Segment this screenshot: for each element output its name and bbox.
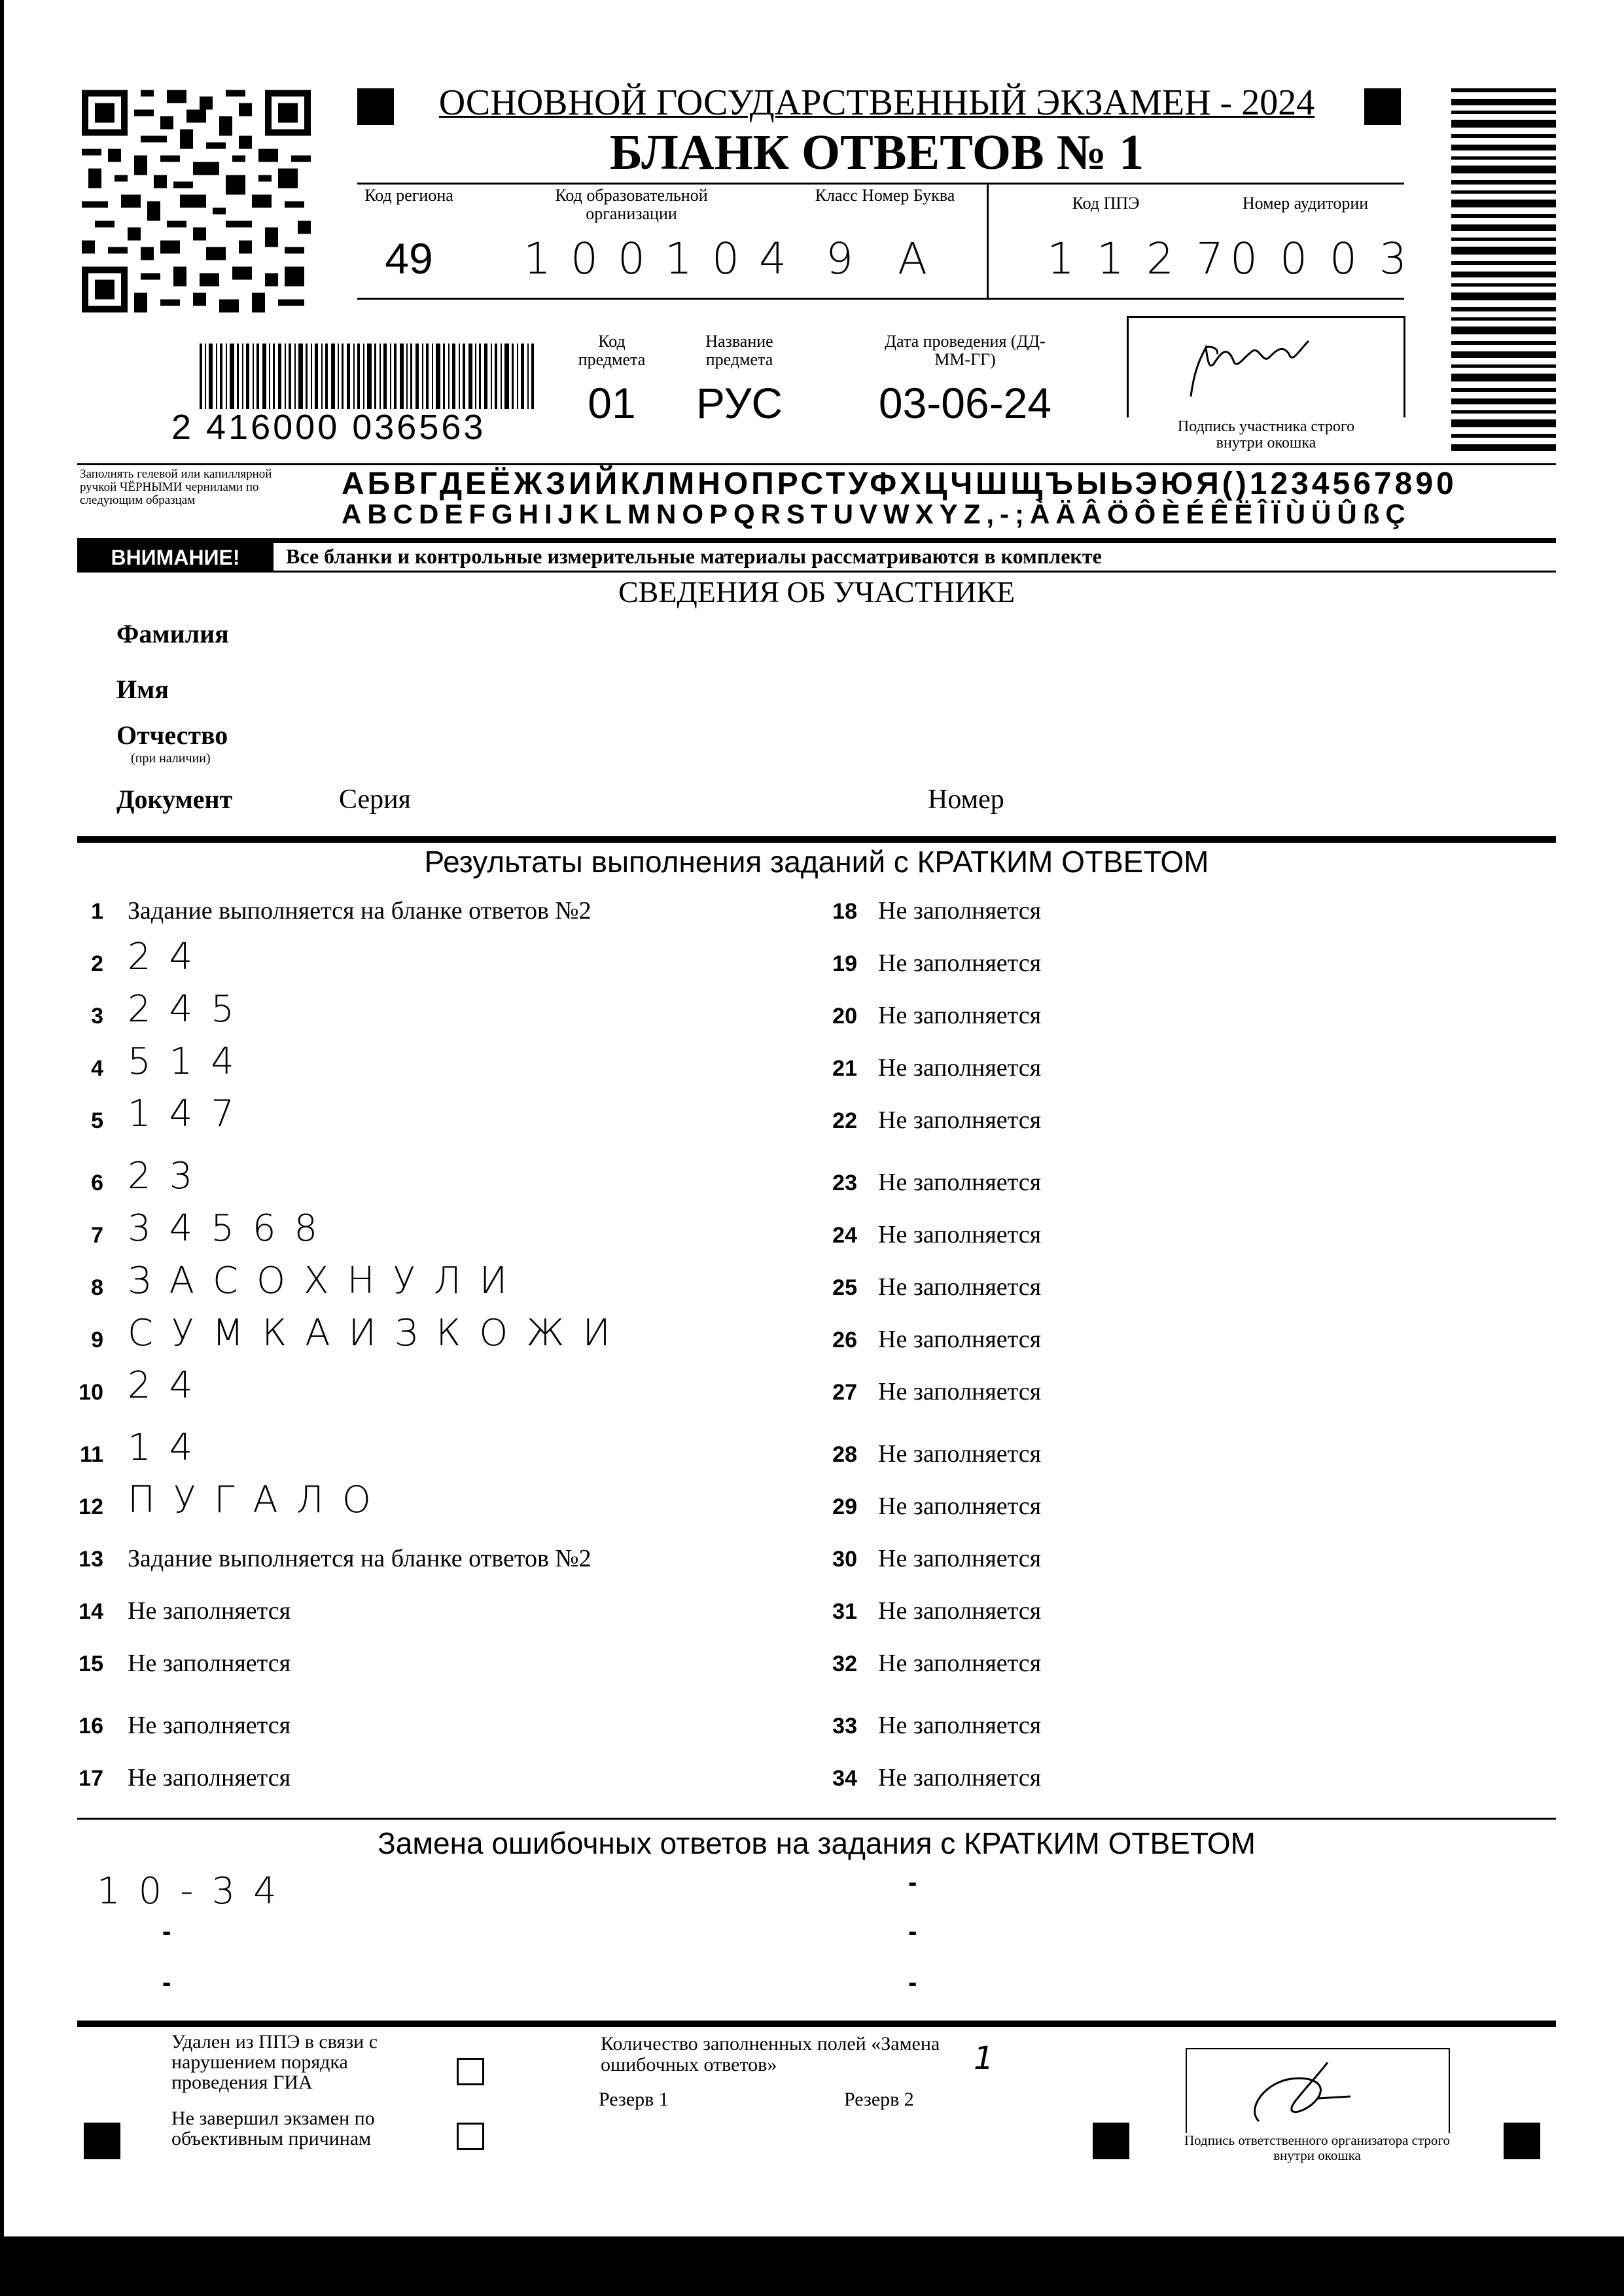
removed-from-ppe-text: Удален из ППЭ в связи с нарушением порядка проведения ГИА [171, 2031, 378, 2093]
class-letter: А [898, 234, 950, 284]
participant-section-title: СВЕДЕНИЯ ОБ УЧАСТНИКЕ [618, 575, 1015, 609]
result-number: 7 [91, 1223, 103, 1248]
room-number-value: 0003 [1230, 234, 1429, 284]
result-number: 5 [91, 1108, 103, 1133]
patronymic-label: Отчество [116, 720, 228, 750]
result-number: 11 [80, 1442, 103, 1467]
subject-code-label: Код предмета [578, 332, 646, 369]
result-note: Не заполняется [878, 1273, 1042, 1301]
result-note: Не заполняется [878, 1106, 1042, 1134]
not-finished-checkbox[interactable] [457, 2123, 484, 2150]
result-note: Не заполняется [128, 1764, 291, 1792]
result-note: Задание выполняется на бланке ответов №2 [128, 1545, 591, 1572]
result-number: 24 [832, 1223, 857, 1248]
org-code-label: Код образовательной организации [555, 186, 708, 223]
region-code-value: 49 [385, 234, 433, 283]
result-answer[interactable]: 34568 [128, 1207, 336, 1250]
series-label: Серия [339, 785, 411, 815]
result-number: 22 [832, 1108, 857, 1133]
result-answer[interactable]: СУМКАИЗКОЖИ [128, 1312, 629, 1354]
form-title: БЛАНК ОТВЕТОВ № 1 [609, 125, 1144, 180]
corner-marker-bottom-left [84, 2123, 120, 2159]
form-barcode [196, 344, 537, 409]
result-note: Не заполняется [878, 1764, 1042, 1792]
result-note: Не заполняется [878, 897, 1042, 925]
surname-label: Фамилия [116, 619, 229, 648]
result-note: Не заполняется [878, 1002, 1042, 1029]
result-number: 10 [79, 1380, 103, 1405]
result-note: Не заполняется [878, 1378, 1042, 1405]
class-number: 9 [826, 234, 875, 284]
replacement-dash: - [908, 1968, 917, 1997]
result-note: Не заполняется [878, 1597, 1042, 1625]
result-note: Не заполняется [878, 949, 1042, 977]
qr-code [82, 88, 311, 314]
scan-left-edge [0, 0, 4, 2238]
result-number: 19 [832, 951, 857, 976]
barcode-number: 2 416000 036563 [171, 408, 486, 447]
corner-marker-top-right [1364, 88, 1401, 125]
exam-date-label: Дата проведения (ДД-ММ-ГГ) [885, 332, 1046, 369]
result-number: 3 [91, 1004, 103, 1029]
fill-instruction: Заполнять гелевой или капиллярной ручкой ЧЁРНЫМИ чернилами по следующим образцам [80, 467, 272, 507]
patronymic-note: (при наличии) [131, 751, 211, 766]
result-number: 15 [79, 1651, 103, 1676]
result-number: 21 [832, 1056, 857, 1081]
result-number: 9 [91, 1328, 103, 1352]
result-note: Не заполняется [878, 1440, 1042, 1468]
result-answer[interactable]: 24 [128, 936, 211, 978]
side-barcode [1451, 88, 1556, 451]
replacement-section-title: Замена ошибочных ответов на задания с КРАТКИМ ОТВЕТОМ [378, 1826, 1256, 1860]
subject-name-value: РУС [696, 379, 783, 427]
result-answer[interactable]: 24 [128, 1364, 211, 1407]
scan-bottom-edge [0, 2236, 1624, 2296]
corner-marker-bottom-center [1093, 2123, 1129, 2159]
result-number: 4 [91, 1056, 103, 1081]
result-note: Не заполняется [878, 1054, 1042, 1082]
replacement-count-value[interactable]: 1 [974, 2040, 1016, 2077]
first-name-label: Имя [116, 675, 169, 704]
result-number: 20 [832, 1004, 857, 1029]
replacement-dash: - [162, 1917, 171, 1946]
result-note: Не заполняется [878, 1169, 1042, 1196]
org-code-value: 100104 [523, 234, 806, 284]
result-number: 31 [832, 1599, 857, 1624]
result-number: 12 [79, 1494, 103, 1519]
number-label: Номер [928, 785, 1004, 815]
result-answer[interactable]: 514 [128, 1040, 253, 1083]
result-number: 6 [91, 1171, 103, 1195]
room-number-label: Номер аудитории [1242, 194, 1369, 213]
replacement-count-label: Количество заполненных полей «Замена ошибочных ответов» [601, 2033, 940, 2075]
ppe-code-label: Код ППЭ [1072, 194, 1140, 213]
result-number: 8 [91, 1275, 103, 1300]
result-note: Не заполняется [878, 1221, 1042, 1248]
ppe-code-value: 1127 [1047, 234, 1246, 284]
result-note: Задание выполняется на бланке ответов №2 [128, 897, 591, 925]
result-number: 33 [832, 1714, 857, 1739]
result-note: Не заполняется [128, 1712, 291, 1739]
result-number: 32 [832, 1651, 857, 1676]
participant-signature-box[interactable] [1127, 316, 1405, 417]
subject-code-value: 01 [588, 379, 636, 427]
result-note: Не заполняется [878, 1650, 1042, 1677]
exam-title: ОСНОВНОЙ ГОСУДАРСТВЕННЫЙ ЭКЗАМЕН - 2024 [438, 82, 1315, 123]
result-answer[interactable]: ПУГАЛО [128, 1479, 389, 1521]
result-number: 17 [79, 1766, 103, 1791]
result-number: 28 [832, 1442, 857, 1467]
result-note: Не заполняется [878, 1712, 1042, 1739]
result-number: 14 [79, 1599, 103, 1624]
exam-date-value: 03-06-24 [878, 379, 1052, 427]
not-finished-text: Не завершил экзамен по объективным причинам [171, 2108, 375, 2149]
replacement-dash: - [908, 1868, 917, 1897]
result-number: 34 [832, 1766, 857, 1791]
sample-latin: ABCDEFGHIJKLMNOPQRSTUVWXYZ,-;ÀÄÂÖÔÈÉÊËÎÏÙÜÛßÇ [342, 499, 1411, 529]
organizer-signature-box[interactable] [1186, 2048, 1450, 2133]
result-number: 18 [832, 899, 857, 924]
organizer-signature-caption: Подпись ответственного организатора строго внутри окошка [1184, 2132, 1451, 2163]
corner-marker-top-left [357, 88, 394, 125]
result-answer[interactable]: 147 [128, 1093, 253, 1135]
sample-cyrillic: АБВГДЕЁЖЗИЙКЛМНОПРСТУФХЦЧШЩЪЫЬЭЮЯ()1234567890 [342, 467, 1457, 501]
result-answer[interactable]: 14 [128, 1426, 211, 1469]
result-number: 27 [832, 1380, 857, 1405]
replacement-dash: - [908, 1917, 917, 1946]
result-note: Не заполняется [878, 1326, 1042, 1353]
result-answer[interactable]: 245 [128, 988, 253, 1031]
result-note: Не заполняется [128, 1597, 291, 1625]
result-note: Не заполняется [878, 1545, 1042, 1572]
reserve-2-label: Резерв 2 [844, 2089, 914, 2110]
signature-caption: Подпись участника строго внутри окошка [1177, 418, 1355, 451]
result-number: 30 [832, 1547, 857, 1572]
result-answer[interactable]: ЗАСОХНУЛИ [128, 1260, 526, 1302]
signature-drawing [1129, 318, 1403, 416]
result-answer[interactable]: 23 [128, 1155, 211, 1197]
class-label: Класс Номер Буква [815, 186, 955, 205]
removed-from-ppe-checkbox[interactable] [457, 2058, 484, 2085]
result-number: 1 [91, 899, 103, 924]
result-number: 13 [79, 1547, 103, 1572]
region-code-label: Код региона [364, 186, 453, 205]
replacement-entry-1[interactable]: 10-34 [97, 1870, 295, 1913]
attention-badge: ВНИМАНИЕ! [77, 543, 274, 572]
result-number: 2 [91, 951, 103, 976]
result-number: 16 [79, 1714, 103, 1739]
results-section-title: Результаты выполнения заданий с КРАТКИМ ОТВЕТОМ [424, 845, 1209, 879]
result-number: 23 [832, 1171, 857, 1195]
result-note: Не заполняется [878, 1492, 1042, 1520]
result-number: 29 [832, 1494, 857, 1519]
attention-text: Все бланки и контрольные измерительные материалы рассматриваются в комплекте [286, 544, 1102, 568]
replacement-dash: - [162, 1968, 171, 1997]
document-label: Документ [116, 785, 233, 814]
result-note: Не заполняется [128, 1650, 291, 1677]
reserve-1-label: Резерв 1 [599, 2089, 669, 2110]
result-number: 26 [832, 1328, 857, 1352]
organizer-signature-drawing [1187, 2049, 1449, 2133]
corner-marker-bottom-right [1504, 2123, 1540, 2159]
subject-name-label: Название предмета [705, 332, 773, 369]
result-number: 25 [832, 1275, 857, 1300]
